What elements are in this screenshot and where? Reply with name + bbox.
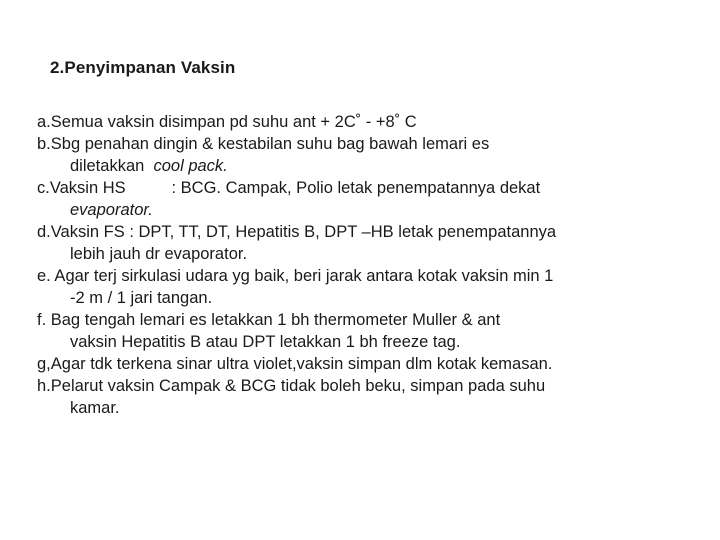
list-item bbox=[37, 177, 712, 221]
list-item-continuation: lebih jauh dr evaporator. bbox=[70, 245, 248, 263]
list-item-emphasis: evaporator. bbox=[70, 201, 153, 219]
list-item-text: c.Vaksin HS : BCG. Campak, Polio letak penempatannya dekat bbox=[37, 179, 541, 197]
list-item-continuation: kamar. bbox=[70, 399, 120, 417]
list-item-text: g,Agar tdk terkena sinar ultra violet,vaksin simpan dlm kotak kemasan. bbox=[37, 355, 553, 373]
list-item bbox=[37, 133, 712, 177]
storage-rules-list bbox=[37, 111, 712, 419]
list-item-continuation bbox=[37, 155, 712, 177]
list-item-continuation: vaksin Hepatitis B atau DPT letakkan 1 bh freeze tag. bbox=[70, 333, 461, 351]
list-item-emphasis: cool pack. bbox=[153, 157, 228, 175]
list-item-text: b.Sbg penahan dingin & kestabilan suhu bag bawah lemari es bbox=[37, 135, 490, 153]
list-item-continuation: -2 m / 1 jari tangan. bbox=[70, 289, 213, 307]
list-item bbox=[37, 309, 712, 353]
list-item-text: h.Pelarut vaksin Campak & BCG tidak boleh beku, simpan pada suhu bbox=[37, 377, 546, 395]
list-item-text: e. Agar terj sirkulasi udara yg baik, beri jarak antara kotak vaksin min 1 bbox=[37, 267, 554, 285]
list-item bbox=[37, 111, 712, 133]
list-item bbox=[37, 265, 712, 309]
list-item bbox=[37, 221, 712, 265]
list-item bbox=[37, 375, 712, 419]
list-item bbox=[37, 353, 712, 375]
list-item-text: f. Bag tengah lemari es letakkan 1 bh thermometer Muller & ant bbox=[37, 311, 501, 329]
list-item-text: diletakkan bbox=[70, 157, 154, 175]
slide-title: 2.Penyimpanan Vaksin bbox=[50, 58, 236, 77]
list-item-text: a.Semua vaksin disimpan pd suhu ant + 2C˚ - +8˚ C bbox=[37, 113, 417, 131]
list-item-text: d.Vaksin FS : DPT, TT, DT, Hepatitis B, DPT –HB letak penempatannya bbox=[37, 223, 557, 241]
